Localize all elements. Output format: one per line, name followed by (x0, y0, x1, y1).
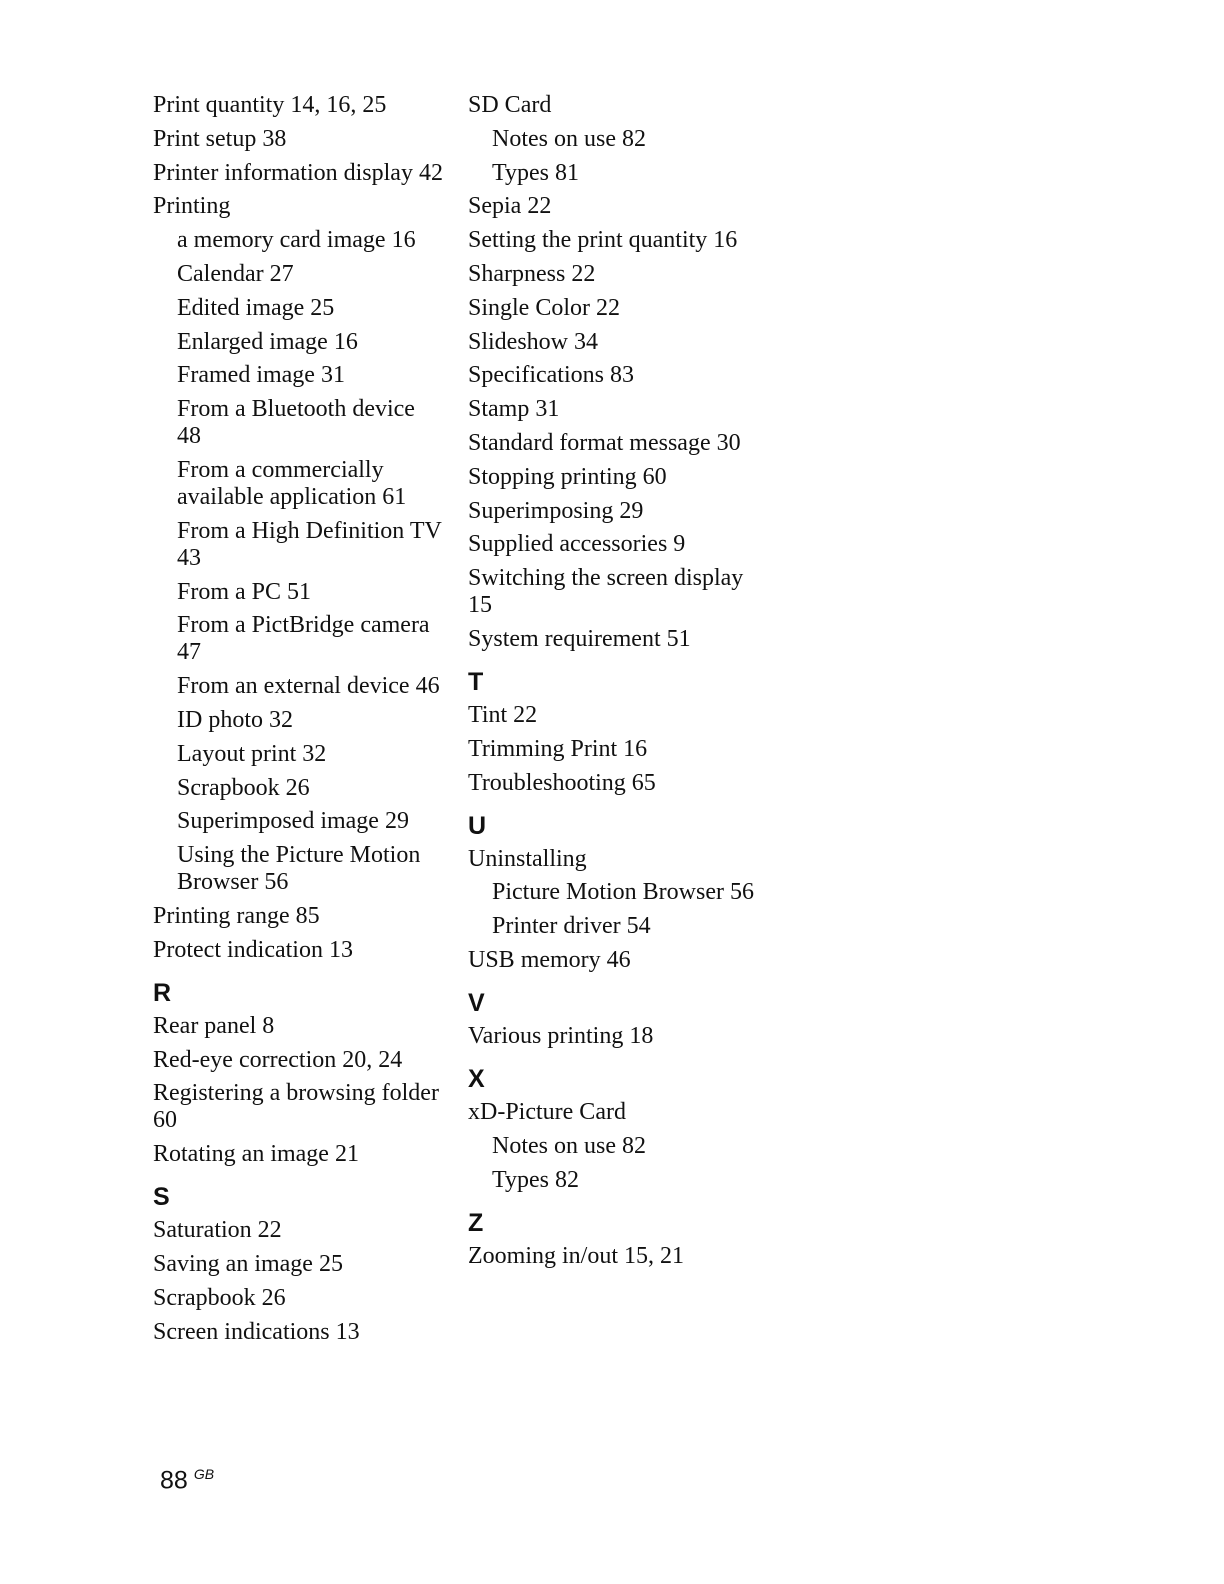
index-subentry: Superimposed image 29 (177, 808, 409, 835)
index-section-letter: U (468, 811, 487, 840)
index-entry: Screen indications 13 (153, 1318, 360, 1345)
index-subentry: Types 82 (492, 1166, 579, 1193)
index-subentry: a memory card image 16 (177, 227, 416, 254)
index-entry: Printer information display 42 (153, 159, 443, 186)
index-subentry: Calendar 27 (177, 260, 294, 287)
index-entry: Specifications 83 (468, 362, 634, 389)
page-region-suffix: GB (193, 1466, 215, 1482)
index-subentry: Picture Motion Browser 56 (492, 879, 754, 906)
index-entry: Stopping printing 60 (468, 463, 667, 490)
index-entry: xD-Picture Card (468, 1098, 626, 1125)
index-subentry: From a PictBridge camera 47 (177, 612, 430, 666)
index-entry: Troubleshooting 65 (468, 769, 656, 796)
index-entry: Print setup 38 (153, 125, 287, 152)
index-entry: Saturation 22 (153, 1217, 282, 1244)
index-entry: Sepia 22 (468, 193, 552, 220)
index-entry: Print quantity 14, 16, 25 (153, 92, 387, 118)
index-entry: Protect indication 13 (153, 936, 353, 963)
index-entry: Red-eye correction 20, 24 (153, 1046, 403, 1073)
index-entry: Tint 22 (468, 701, 538, 728)
index-entry: Rear panel 8 (153, 1012, 275, 1039)
index-entry: Setting the print quantity 16 (468, 227, 738, 254)
index-subentry: From an external device 46 (177, 673, 440, 700)
index-subentry: Types 81 (492, 159, 579, 186)
index-entry: Single Color 22 (468, 294, 621, 321)
index-column-right (468, 92, 768, 1276)
index-entry: Slideshow 34 (468, 328, 599, 355)
index-subentry: From a PC 51 (177, 578, 312, 605)
index-entry: Trimming Print 16 (468, 735, 648, 762)
index-entry: Uninstalling (468, 845, 587, 872)
index-subentry: Enlarged image 16 (177, 328, 358, 355)
index-entry: Zooming in/out 15, 21 (468, 1242, 684, 1269)
index-entry: Printing (153, 193, 231, 220)
index-subentry: Printer driver 54 (492, 913, 651, 940)
index-entry: Scrapbook 26 (153, 1284, 286, 1311)
index-section-letter: T (468, 667, 484, 696)
index-subentry: Scrapbook 26 (177, 774, 310, 801)
index-subentry: Notes on use 82 (492, 125, 646, 152)
index-subentry: From a High Definition TV 43 (177, 517, 442, 571)
index-section-letter: R (153, 978, 172, 1007)
index-section-letter: V (468, 988, 485, 1017)
index-entry: Registering a browsing folder 60 (153, 1080, 439, 1134)
index-entry: USB memory 46 (468, 946, 631, 973)
index-subentry: Using the Picture Motion Browser 56 (177, 842, 421, 896)
index-entry: Various printing 18 (468, 1022, 654, 1049)
page-footer (160, 1466, 214, 1495)
index-entry: Switching the screen display 15 (468, 565, 744, 619)
index-section-letter: X (468, 1064, 485, 1093)
index-entry: Sharpness 22 (468, 260, 596, 287)
index-section-letter: S (153, 1183, 170, 1212)
index-subentry: Layout print 32 (177, 740, 327, 767)
page-number: 88 (160, 1466, 188, 1495)
index-subentry: Edited image 25 (177, 294, 335, 321)
index-subentry: Notes on use 82 (492, 1132, 646, 1159)
index-entry: Supplied accessories 9 (468, 531, 686, 558)
index-entry: Printing range 85 (153, 902, 320, 929)
index-subentry: From a commercially available application 61 (177, 456, 407, 510)
index-section-letter: Z (468, 1208, 484, 1237)
index-subentry: ID photo 32 (177, 706, 293, 733)
index-entry: Superimposing 29 (468, 497, 644, 524)
index-subentry: Framed image 31 (177, 362, 345, 389)
index-entry: System requirement 51 (468, 625, 691, 652)
index-entry: SD Card (468, 92, 552, 118)
index-entry: Standard format message 30 (468, 429, 741, 456)
index-entry: Rotating an image 21 (153, 1141, 359, 1168)
index-entry: Stamp 31 (468, 396, 560, 423)
index-column-left (153, 92, 443, 1352)
index-entry: Saving an image 25 (153, 1250, 343, 1277)
index-subentry: From a Bluetooth device 48 (177, 396, 415, 450)
